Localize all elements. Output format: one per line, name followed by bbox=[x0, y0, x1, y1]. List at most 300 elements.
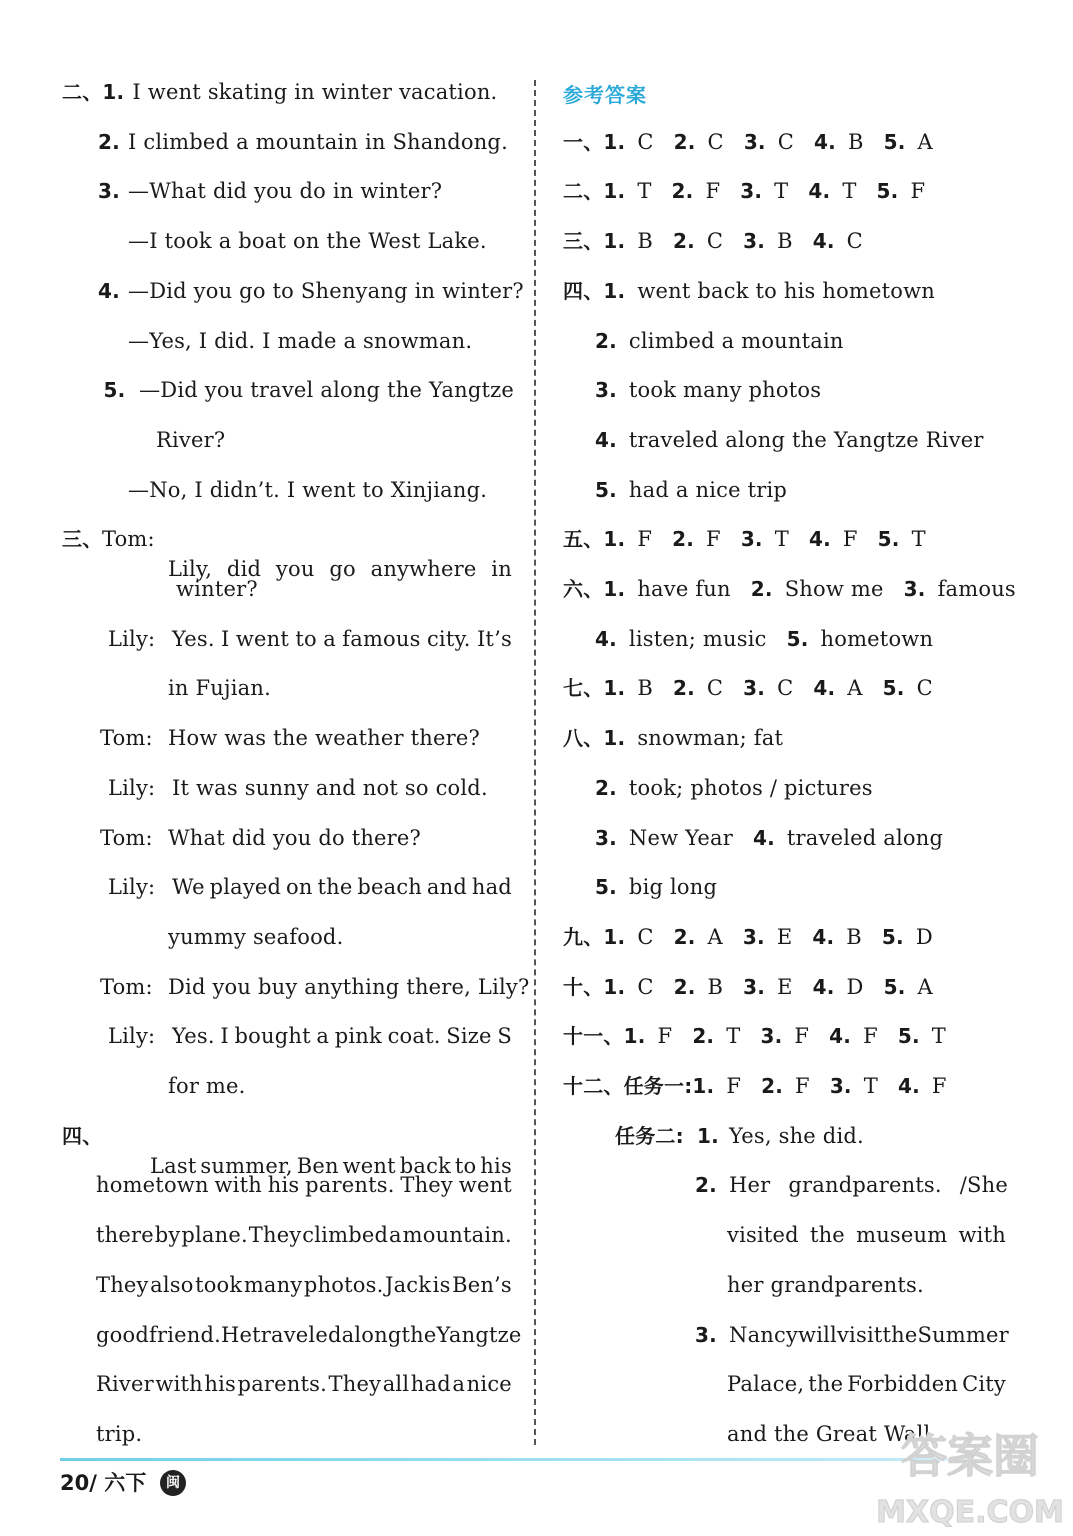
answer-row bbox=[563, 176, 925, 206]
section-label: 八、 bbox=[563, 726, 604, 750]
watermark-logo bbox=[870, 1410, 1070, 1536]
answer-value: T bbox=[774, 179, 789, 203]
answer-row bbox=[563, 574, 1016, 604]
answer-number: 1. bbox=[603, 179, 626, 203]
line-text: —I took a boat on the West Lake. bbox=[128, 229, 487, 253]
answer-value: A bbox=[917, 975, 933, 999]
speaker: Lily: bbox=[108, 875, 156, 899]
dialogue-text bbox=[172, 624, 512, 654]
word: to bbox=[295, 627, 317, 651]
answer-number: 1. bbox=[603, 925, 626, 949]
section-label: 十一、 bbox=[563, 1024, 624, 1048]
line-text: —Did you travel along the Yangtze bbox=[139, 378, 514, 402]
task2-text: her grandparents. bbox=[727, 1273, 924, 1297]
translation-line bbox=[62, 77, 497, 107]
answer-row bbox=[563, 972, 933, 1002]
item-number: 1. bbox=[102, 80, 125, 104]
answer-number: 3. bbox=[595, 826, 617, 850]
answer-row bbox=[563, 276, 935, 306]
answer-value: F bbox=[657, 1024, 673, 1048]
passage-text bbox=[96, 1270, 512, 1300]
word: in bbox=[491, 557, 512, 581]
word: Yes. bbox=[172, 627, 215, 651]
word: Size bbox=[446, 1024, 492, 1048]
answer-value: C bbox=[637, 975, 654, 999]
word: to bbox=[454, 1154, 477, 1178]
dialogue-text: It was sunny and not so cold. bbox=[172, 776, 488, 800]
task2-text: and the Great Wall. bbox=[727, 1422, 938, 1446]
page-number: 20/ bbox=[60, 1471, 97, 1495]
answer-number: 5. bbox=[595, 478, 617, 502]
word: photos. bbox=[303, 1273, 384, 1297]
word: a bbox=[316, 1024, 330, 1048]
word: visited bbox=[727, 1223, 799, 1247]
translation-line bbox=[62, 375, 514, 405]
answer-value: C bbox=[706, 229, 724, 253]
word: a bbox=[323, 627, 336, 651]
task2-text bbox=[727, 1369, 1006, 1399]
grade-label: 六下 bbox=[104, 1471, 147, 1495]
indent bbox=[62, 375, 98, 405]
answer-value: F bbox=[931, 1074, 947, 1098]
word: summer, bbox=[200, 1154, 293, 1178]
item-number: 3. bbox=[98, 179, 120, 203]
word: a bbox=[389, 1223, 402, 1247]
answer-value: T bbox=[637, 179, 652, 203]
answer-number: 1. bbox=[603, 676, 626, 700]
section-label: 五、 bbox=[563, 527, 604, 551]
answer-value: C bbox=[846, 229, 863, 253]
speaker: Lily: bbox=[108, 776, 156, 800]
answer-row bbox=[563, 375, 821, 405]
answer-value: famous bbox=[937, 577, 1016, 601]
word: beach bbox=[357, 875, 423, 899]
word: went bbox=[235, 627, 290, 651]
answer-value: big long bbox=[628, 875, 718, 899]
answer-number: 2. bbox=[595, 329, 617, 353]
answer-row bbox=[563, 673, 933, 703]
answer-number: 4. bbox=[814, 130, 836, 154]
speaker: Tom: bbox=[100, 975, 153, 999]
answer-number: 2. bbox=[673, 130, 696, 154]
word: I bbox=[220, 1024, 229, 1048]
line-text: —Did you go to Shenyang in winter? bbox=[128, 279, 524, 303]
section-label: 十、 bbox=[563, 975, 604, 999]
word: took bbox=[195, 1273, 243, 1297]
passage-text bbox=[96, 1320, 522, 1350]
answer-number: 3. bbox=[743, 130, 766, 154]
speaker: Tom: bbox=[100, 726, 153, 750]
dialogue-text: Did you buy anything there, Lily? bbox=[168, 975, 530, 999]
word: you bbox=[275, 557, 315, 581]
answer-number: 5. bbox=[876, 179, 899, 203]
answer-value: T bbox=[726, 1024, 741, 1048]
answer-number: 2. bbox=[671, 179, 694, 203]
item-number: 4. bbox=[98, 279, 120, 303]
answer-number: 3. bbox=[743, 676, 766, 700]
answer-value: A bbox=[917, 130, 933, 154]
answer-value: C bbox=[706, 676, 724, 700]
word: the bbox=[401, 1323, 437, 1347]
line-text: —No, I didn’t. I went to Xinjiang. bbox=[128, 478, 488, 502]
answer-value: F bbox=[910, 179, 926, 203]
translation-line bbox=[62, 276, 524, 306]
svg-text:答案圈: 答案圈 bbox=[901, 1429, 1039, 1483]
answer-number: 2. bbox=[761, 1074, 784, 1098]
answer-number: 3. bbox=[743, 229, 766, 253]
answer-value: C bbox=[777, 676, 794, 700]
answer-value: F bbox=[706, 527, 721, 551]
word: River bbox=[96, 1372, 154, 1396]
answer-number: 3. bbox=[740, 179, 763, 203]
section-label: 二、 bbox=[563, 179, 604, 203]
word: hometown bbox=[96, 1173, 209, 1197]
answer-number: 1. bbox=[603, 279, 626, 303]
answer-value: E bbox=[777, 975, 793, 999]
word: Yangtze bbox=[436, 1323, 522, 1347]
word: the bbox=[317, 875, 353, 899]
speaker: Lily: bbox=[108, 1024, 156, 1048]
dialogue-text bbox=[172, 1021, 512, 1051]
answer-value: F bbox=[726, 1074, 742, 1098]
word: Her bbox=[729, 1173, 771, 1197]
answer-value: C bbox=[777, 130, 795, 154]
answer-value: New Year bbox=[628, 826, 733, 850]
word: coat. bbox=[387, 1024, 441, 1048]
svg-text:MXQE.COM: MXQE.COM bbox=[876, 1495, 1064, 1530]
answer-value: traveled along bbox=[786, 826, 944, 850]
region-seal-icon: 闽 bbox=[160, 1470, 186, 1496]
answer-number: 2. bbox=[672, 676, 695, 700]
word: It’s bbox=[476, 627, 512, 651]
answer-number: 4. bbox=[595, 627, 617, 651]
line-text: I climbed a mountain in Shandong. bbox=[128, 130, 508, 154]
word: is bbox=[432, 1273, 451, 1297]
passage-text bbox=[96, 1170, 512, 1200]
answer-value: Show me bbox=[784, 577, 884, 601]
answer-value: F bbox=[795, 1074, 810, 1098]
passage-text bbox=[96, 1369, 512, 1399]
word: nice bbox=[466, 1372, 512, 1396]
answer-number: 2. bbox=[673, 925, 696, 949]
word: bought bbox=[234, 1024, 311, 1048]
answer-number: 1. bbox=[692, 1074, 715, 1098]
section-label: 四、 bbox=[563, 279, 604, 303]
answer-number: 3. bbox=[743, 975, 766, 999]
word: go bbox=[329, 557, 356, 581]
word: Palace, bbox=[727, 1372, 805, 1396]
passage-text bbox=[96, 1220, 512, 1250]
answer-number: 1. bbox=[697, 1124, 719, 1148]
answer-row bbox=[563, 723, 783, 753]
word: all bbox=[382, 1372, 410, 1396]
answer-value: T bbox=[911, 527, 926, 551]
answer-value: took many photos bbox=[628, 378, 822, 402]
word: with bbox=[214, 1173, 262, 1197]
speaker: Tom: bbox=[100, 826, 153, 850]
answer-value: C bbox=[637, 925, 654, 949]
word: played bbox=[209, 875, 282, 899]
word: Nancy bbox=[729, 1323, 799, 1347]
section-label: 三、 bbox=[563, 229, 604, 253]
word: good bbox=[96, 1323, 149, 1347]
answer-number: 1. bbox=[603, 577, 626, 601]
word: parents. bbox=[237, 1372, 327, 1396]
word: visit bbox=[836, 1323, 883, 1347]
translation-line bbox=[62, 475, 487, 505]
word: S bbox=[497, 1024, 512, 1048]
dialogue-text: What did you do there? bbox=[168, 826, 422, 850]
word: They bbox=[96, 1273, 149, 1297]
word: Yes. bbox=[172, 1024, 215, 1048]
answer-row bbox=[563, 773, 873, 803]
page-footer bbox=[60, 1468, 146, 1498]
answer-number: 1. bbox=[603, 130, 626, 154]
answer-value: T bbox=[842, 179, 857, 203]
word: the bbox=[882, 1323, 918, 1347]
answer-value: listen; music bbox=[628, 627, 767, 651]
answer-value: B bbox=[707, 975, 724, 999]
word: back bbox=[399, 1154, 451, 1178]
task2-text bbox=[727, 1220, 1006, 1250]
line-text: —Yes, I did. I made a snowman. bbox=[128, 329, 473, 353]
answer-number: 3. bbox=[742, 925, 765, 949]
answer-row bbox=[563, 127, 933, 157]
word: mountain. bbox=[402, 1223, 512, 1247]
answer-number: 5. bbox=[883, 130, 906, 154]
word: his bbox=[267, 1173, 300, 1197]
answer-number: 1. bbox=[603, 975, 626, 999]
answer-value: climbed a mountain bbox=[628, 329, 844, 353]
task2-line bbox=[615, 1121, 864, 1151]
word: famous bbox=[342, 627, 421, 651]
answer-number: 4. bbox=[753, 826, 775, 850]
dialogue-text: How was the weather there? bbox=[168, 726, 480, 750]
section-label: 十二、任务一: bbox=[563, 1074, 693, 1098]
answer-number: 4. bbox=[812, 975, 835, 999]
dialogue-line bbox=[62, 524, 512, 581]
word: went bbox=[342, 1154, 396, 1178]
word: Jack bbox=[384, 1273, 432, 1297]
word: Ben bbox=[296, 1154, 339, 1178]
word: there bbox=[96, 1223, 154, 1247]
dialogue-text: yummy seafood. bbox=[168, 925, 344, 949]
word: also bbox=[150, 1273, 194, 1297]
answer-row bbox=[563, 326, 844, 356]
answer-value: A bbox=[707, 925, 723, 949]
answer-row bbox=[563, 425, 984, 455]
answer-number: 1. bbox=[603, 229, 626, 253]
word: We bbox=[172, 875, 205, 899]
answer-value: T bbox=[931, 1024, 946, 1048]
word: a bbox=[452, 1372, 466, 1396]
answer-row bbox=[563, 872, 717, 902]
answer-number: 1. bbox=[603, 527, 626, 551]
answer-number: 4. bbox=[829, 1024, 852, 1048]
answer-number: 3. bbox=[740, 527, 763, 551]
word: I bbox=[221, 627, 230, 651]
line-text: I went skating in winter vacation. bbox=[132, 80, 498, 104]
answer-value: B bbox=[846, 925, 862, 949]
word: /She bbox=[959, 1173, 1008, 1197]
answer-number: 2. bbox=[672, 229, 695, 253]
word: with bbox=[155, 1372, 203, 1396]
answer-value: F bbox=[705, 179, 721, 203]
answer-value: F bbox=[637, 527, 653, 551]
answer-value: took; photos / pictures bbox=[628, 776, 873, 800]
answer-value: traveled along the Yangtze River bbox=[628, 428, 984, 452]
item-number: 5. bbox=[103, 378, 126, 402]
answer-row bbox=[563, 475, 787, 505]
task-label: 任务二: bbox=[615, 1124, 684, 1148]
answer-number: 1. bbox=[603, 726, 626, 750]
word: along bbox=[341, 1323, 402, 1347]
translation-line bbox=[62, 425, 225, 455]
word: his bbox=[480, 1154, 512, 1178]
section-label: 七、 bbox=[563, 676, 604, 700]
translation-line bbox=[62, 176, 442, 206]
translation-line bbox=[62, 326, 472, 356]
word: grandparents. bbox=[788, 1173, 942, 1197]
word: They bbox=[248, 1223, 302, 1247]
answer-number: 4. bbox=[595, 428, 617, 452]
answer-number: 4. bbox=[813, 676, 836, 700]
translation-line bbox=[62, 226, 487, 256]
dialogue-text: winter? bbox=[176, 577, 258, 601]
word: the bbox=[808, 1372, 844, 1396]
task2-text bbox=[729, 1170, 1008, 1200]
word: went bbox=[458, 1173, 512, 1197]
answer-value: T bbox=[774, 527, 789, 551]
answer-number: 3. bbox=[829, 1074, 852, 1098]
word: will bbox=[798, 1323, 837, 1347]
answer-number: 3. bbox=[695, 1323, 717, 1347]
answer-key-title: 参考答案 bbox=[563, 83, 647, 107]
answer-value: B bbox=[847, 130, 864, 154]
word: traveled bbox=[252, 1323, 342, 1347]
word: Lily, bbox=[168, 557, 213, 581]
word: plane. bbox=[181, 1223, 248, 1247]
answer-number: 5. bbox=[897, 1024, 920, 1048]
answer-value: D bbox=[915, 925, 933, 949]
section-label: 六、 bbox=[563, 577, 604, 601]
answer-number: 4. bbox=[812, 229, 835, 253]
answer-number: 4. bbox=[897, 1074, 920, 1098]
passage-text: trip. bbox=[96, 1422, 143, 1446]
word: pink bbox=[334, 1024, 382, 1048]
word: Summer bbox=[917, 1323, 1009, 1347]
answer-value: A bbox=[847, 676, 863, 700]
answer-number: 3. bbox=[760, 1024, 783, 1048]
answer-row bbox=[563, 226, 863, 256]
answer-row bbox=[563, 624, 933, 654]
section-label: 四、 bbox=[62, 1124, 103, 1148]
word: by bbox=[154, 1223, 181, 1247]
section-label: 三、 bbox=[62, 527, 103, 551]
answer-value: C bbox=[916, 676, 933, 700]
answer-number: 5. bbox=[882, 676, 905, 700]
answer-number: 2. bbox=[695, 1173, 717, 1197]
passage-line bbox=[62, 1121, 512, 1178]
speaker: Lily: bbox=[108, 627, 156, 651]
word: friend. bbox=[148, 1323, 221, 1347]
answer-number: 5. bbox=[877, 527, 900, 551]
word: parents. bbox=[305, 1173, 395, 1197]
word: city. bbox=[426, 627, 471, 651]
answer-value: D bbox=[846, 975, 864, 999]
answer-number: 3. bbox=[903, 577, 926, 601]
answer-number: 2. bbox=[595, 776, 617, 800]
word: many bbox=[243, 1273, 303, 1297]
answer-value: B bbox=[637, 676, 653, 700]
answer-value: C bbox=[707, 130, 724, 154]
answer-number: 5. bbox=[881, 925, 904, 949]
section-label: 一、 bbox=[563, 130, 604, 154]
word: climbed bbox=[302, 1223, 389, 1247]
answer-number: 4. bbox=[808, 179, 831, 203]
answer-value: E bbox=[776, 925, 793, 949]
answer-value: snowman; fat bbox=[637, 726, 784, 750]
answer-number: 4. bbox=[808, 527, 831, 551]
word: City bbox=[962, 1372, 1006, 1396]
answer-value: F bbox=[794, 1024, 810, 1048]
word: They bbox=[400, 1173, 453, 1197]
answer-value: C bbox=[637, 130, 654, 154]
answer-value: went back to his hometown bbox=[637, 279, 936, 303]
answer-number: 2. bbox=[692, 1024, 715, 1048]
word: had bbox=[410, 1372, 451, 1396]
answer-row bbox=[563, 823, 943, 853]
answer-value: B bbox=[777, 229, 793, 253]
answer-number: 2. bbox=[750, 577, 773, 601]
word: anywhere bbox=[370, 557, 477, 581]
answer-value: F bbox=[863, 1024, 878, 1048]
footer-rule bbox=[60, 1458, 1000, 1461]
answer-row bbox=[563, 524, 926, 554]
word: They bbox=[328, 1372, 382, 1396]
word: on bbox=[286, 875, 313, 899]
answer-row bbox=[563, 1071, 947, 1101]
word: the bbox=[809, 1223, 845, 1247]
answer-value: have fun bbox=[637, 577, 731, 601]
word: and bbox=[426, 875, 467, 899]
word: museum bbox=[856, 1223, 948, 1247]
dialogue-text bbox=[172, 872, 512, 902]
item-number: 2. bbox=[98, 130, 120, 154]
answer-number: 5. bbox=[883, 975, 906, 999]
answer-number: 2. bbox=[673, 975, 696, 999]
answer-number: 3. bbox=[595, 378, 617, 402]
answer-value: F bbox=[842, 527, 858, 551]
answer-row bbox=[563, 922, 933, 952]
answer-value: had a nice trip bbox=[628, 478, 788, 502]
word: Ben’s bbox=[452, 1273, 512, 1297]
line-text: —What did you do in winter? bbox=[128, 179, 443, 203]
answer-row bbox=[563, 1021, 946, 1051]
answer-value: hometown bbox=[820, 627, 934, 651]
answer-number: 2. bbox=[672, 527, 695, 551]
translation-line bbox=[62, 127, 508, 157]
answer-value: B bbox=[637, 229, 653, 253]
speaker: Tom: bbox=[102, 527, 155, 551]
answer-number: 4. bbox=[812, 925, 835, 949]
word: Last bbox=[150, 1154, 197, 1178]
answer-number: 5. bbox=[595, 875, 617, 899]
section-label: 九、 bbox=[563, 925, 604, 949]
section-label: 二、 bbox=[62, 80, 103, 104]
task2-text: Yes, she did. bbox=[729, 1124, 864, 1148]
answer-number: 1. bbox=[623, 1024, 646, 1048]
